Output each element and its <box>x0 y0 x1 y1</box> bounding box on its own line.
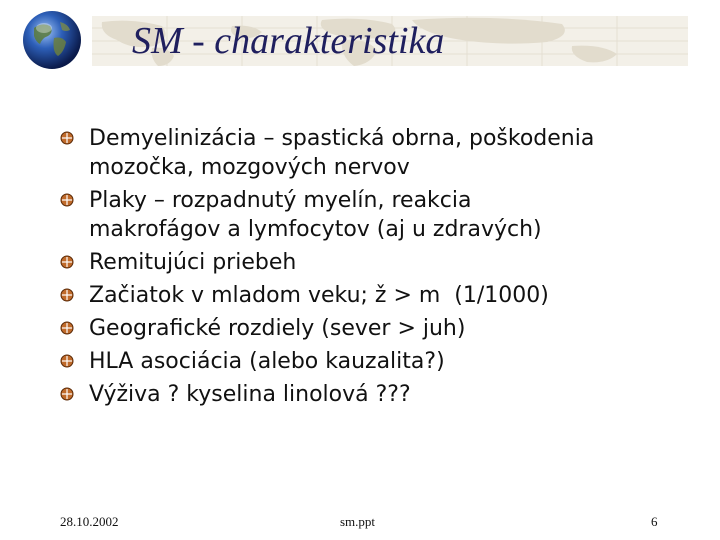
bullet-item <box>60 314 700 343</box>
bullet-item <box>60 248 700 277</box>
bullet-text: Demyelinizácia – spastická obrna, poškodenia mozočka, mozgových nervov <box>89 126 595 180</box>
circle-bullet-icon <box>60 131 74 145</box>
circle-bullet-icon <box>60 387 74 401</box>
bullet-item <box>60 347 700 376</box>
circle-bullet-icon <box>60 255 74 269</box>
bullet-text: Výživa ? kyselina linolová ??? <box>89 382 411 407</box>
circle-bullet-icon <box>60 193 74 207</box>
bullet-text: Geografické rozdiely (sever > juh) <box>89 316 466 341</box>
circle-bullet-icon <box>60 288 74 302</box>
circle-bullet-icon <box>60 321 74 335</box>
bullet-item <box>60 380 700 409</box>
bullet-item <box>60 186 700 244</box>
globe-icon <box>20 8 84 72</box>
bullet-text: Plaky – rozpadnutý myelín, reakcia makrofágov a lymfocytov (aj u zdravých) <box>89 188 542 242</box>
slide-title: SM - charakteristika <box>132 20 445 62</box>
footer-page-number: 6 <box>651 514 658 529</box>
bullet-text: HLA asociácia (alebo kauzalita?) <box>89 349 445 374</box>
bullet-text: Remitujúci priebeh <box>89 250 297 275</box>
footer-date: 28.10.2002 <box>60 514 119 529</box>
bullet-list <box>60 124 700 413</box>
bullet-item <box>60 124 700 182</box>
footer-filename: sm.ppt <box>340 514 376 529</box>
title-banner <box>92 16 688 66</box>
bullet-text: Začiatok v mladom veku; ž > m (1/1000) <box>89 283 549 308</box>
bullet-item <box>60 281 700 310</box>
circle-bullet-icon <box>60 354 74 368</box>
